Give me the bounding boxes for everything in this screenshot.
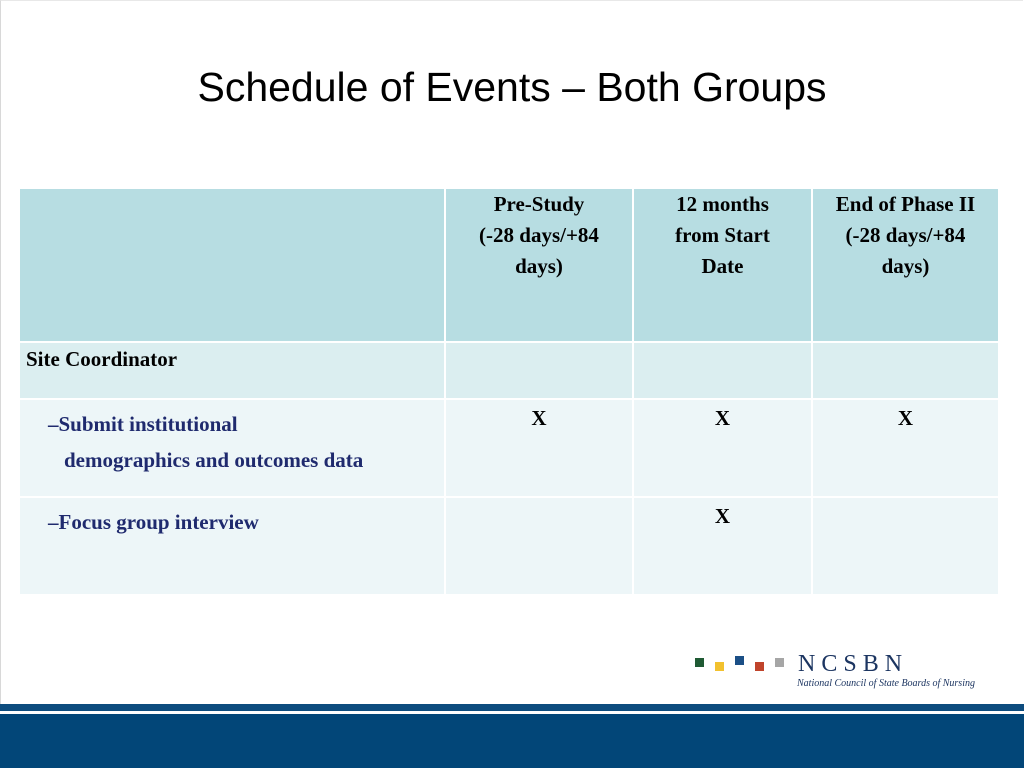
mark-cell	[812, 342, 999, 399]
header-line: End of Phase II	[835, 192, 976, 216]
table-row	[19, 497, 999, 595]
logo-wordmark: NCSBN	[798, 651, 909, 677]
task-line: Submit institutional	[58, 412, 238, 436]
logo-square	[695, 658, 704, 667]
slide-title: Schedule of Events – Both Groups	[197, 64, 827, 110]
logo-tagline: National Council of State Boards of Nursing	[797, 678, 975, 689]
task-line: Focus group interview	[58, 510, 259, 534]
row-label-cell	[19, 342, 445, 399]
mark: X	[714, 406, 731, 430]
footer-band	[0, 714, 1024, 768]
logo-square	[775, 658, 784, 667]
dash-bullet: –	[48, 510, 59, 534]
mark: X	[897, 406, 914, 430]
logo-square	[715, 662, 724, 671]
mark: X	[531, 406, 547, 430]
header-line: Date	[701, 254, 744, 278]
header-end-phase-ii	[812, 188, 999, 342]
table-row	[19, 342, 999, 399]
mark	[446, 498, 632, 504]
mark: X	[714, 504, 731, 528]
table-header-row	[19, 188, 999, 342]
mark-cell	[633, 342, 812, 399]
table-row	[19, 399, 999, 497]
header-pre-study	[445, 188, 633, 342]
header-line: Pre-Study	[493, 192, 585, 216]
header-empty-cell	[19, 188, 445, 342]
mark-cell	[445, 342, 633, 399]
task-line: demographics and outcomes data	[64, 448, 364, 472]
mark	[813, 498, 998, 504]
logo-square	[755, 662, 764, 671]
mark-cell	[633, 399, 812, 497]
header-12-months	[633, 188, 812, 342]
mark-cell	[445, 497, 633, 595]
header-line: (-28 days/+84	[479, 223, 599, 247]
header-line: days)	[881, 254, 930, 278]
mark	[634, 343, 811, 349]
mark	[813, 343, 998, 349]
row-label-cell	[19, 497, 445, 595]
logo-square	[735, 656, 744, 665]
ncsbn-logo	[693, 650, 983, 695]
mark	[446, 343, 632, 349]
dash-bullet: –	[48, 412, 59, 436]
header-line: from Start	[675, 223, 770, 247]
header-line: (-28 days/+84	[845, 223, 966, 247]
task-submit-data	[20, 400, 444, 478]
mark-cell	[445, 399, 633, 497]
header-line: days)	[515, 254, 563, 278]
footer-stripe	[0, 704, 1024, 711]
mark-cell	[812, 497, 999, 595]
header-line: 12 months	[676, 192, 769, 216]
task-focus-group	[20, 498, 444, 540]
row-label-cell	[19, 399, 445, 497]
schedule-table	[18, 187, 1000, 596]
mark-cell	[812, 399, 999, 497]
site-coordinator-label: Site Coordinator	[26, 347, 178, 371]
mark-cell	[633, 497, 812, 595]
